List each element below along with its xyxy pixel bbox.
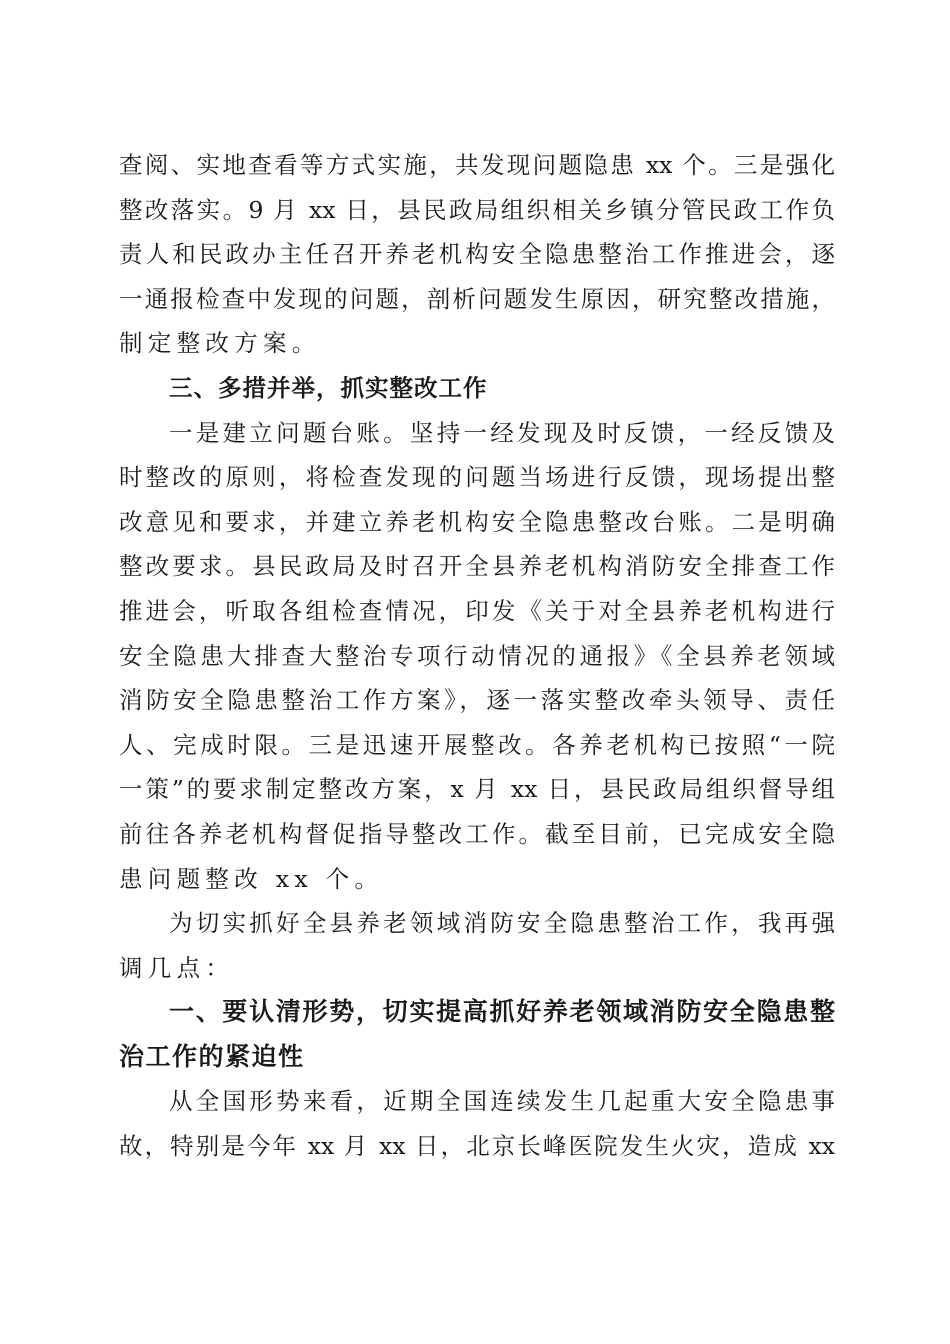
text-line: 整改要求。县民政局及时召开全县养老机构消防安全排查工作 bbox=[119, 552, 835, 581]
text-line: 调几点： bbox=[119, 953, 235, 982]
text-line: 故，特别是今年 xx 月 xx 日，北京长峰医院发生火灾，造成 xx bbox=[119, 1132, 835, 1161]
text-line: 为切实抓好全县养老领域消防安全隐患整治工作，我再强 bbox=[169, 909, 835, 938]
text-line: 查阅、实地查看等方式实施，共发现问题隐患 xx 个。三是强化 bbox=[119, 151, 835, 179]
section-heading-three: 三、多措并举，抓实整改工作 bbox=[169, 373, 488, 402]
text-line: 改意见和要求，并建立养老机构安全隐患整改台账。二是明确 bbox=[119, 507, 835, 536]
text-line: 制定整改方案。 bbox=[119, 329, 321, 358]
text-line: 患问题整改 xx 个。 bbox=[119, 864, 384, 893]
text-line: 从全国形势来看，近期全国连续发生几起重大安全隐患事 bbox=[169, 1087, 835, 1116]
paragraph-rectification-measures bbox=[119, 411, 835, 902]
text-line: 前往各养老机构督促指导整改工作。截至目前，已完成安全隐 bbox=[119, 819, 835, 848]
text-line: 安全隐患大排查大整治专项行动情况的通报》《全县养老领域 bbox=[119, 641, 835, 670]
heading-line: 一、要认清形势，切实提高抓好养老领域消防安全隐患整 bbox=[169, 997, 835, 1027]
text-line: 一是建立问题台账。坚持一经发现及时反馈，一经反馈及 bbox=[169, 418, 835, 447]
paragraph-inspection-summary bbox=[119, 143, 835, 366]
text-line: 一策”的要求制定整改方案，x 月 xx 日，县民政局组织督导组 bbox=[119, 775, 835, 804]
paragraph-emphasis-intro bbox=[119, 901, 835, 990]
text-line: 时整改的原则，将检查发现的问题当场进行反馈，现场提出整 bbox=[119, 463, 835, 492]
heading-line: 治工作的紧迫性 bbox=[119, 1041, 305, 1071]
text-line: 人、完成时限。三是迅速开展整改。各养老机构已按照“一院 bbox=[119, 730, 835, 759]
text-line: 推进会，听取各组检查情况，印发《关于对全县养老机构进行 bbox=[119, 596, 835, 625]
text-line: 一通报检查中发现的问题，剖析问题发生原因，研究整改措施， bbox=[119, 284, 835, 313]
text-line: 责人和民政办主任召开养老机构安全隐患整治工作推进会，逐 bbox=[119, 240, 835, 269]
text-line: 消防安全隐患整治工作方案》，逐一落实整改牵头领导、责任 bbox=[119, 686, 835, 715]
document-page bbox=[119, 143, 835, 1169]
text-line: 整改落实。9 月 xx 日，县民政局组织相关乡镇分管民政工作负 bbox=[119, 195, 835, 224]
paragraph-national-situation bbox=[119, 1079, 835, 1168]
section-heading-one bbox=[119, 990, 835, 1079]
